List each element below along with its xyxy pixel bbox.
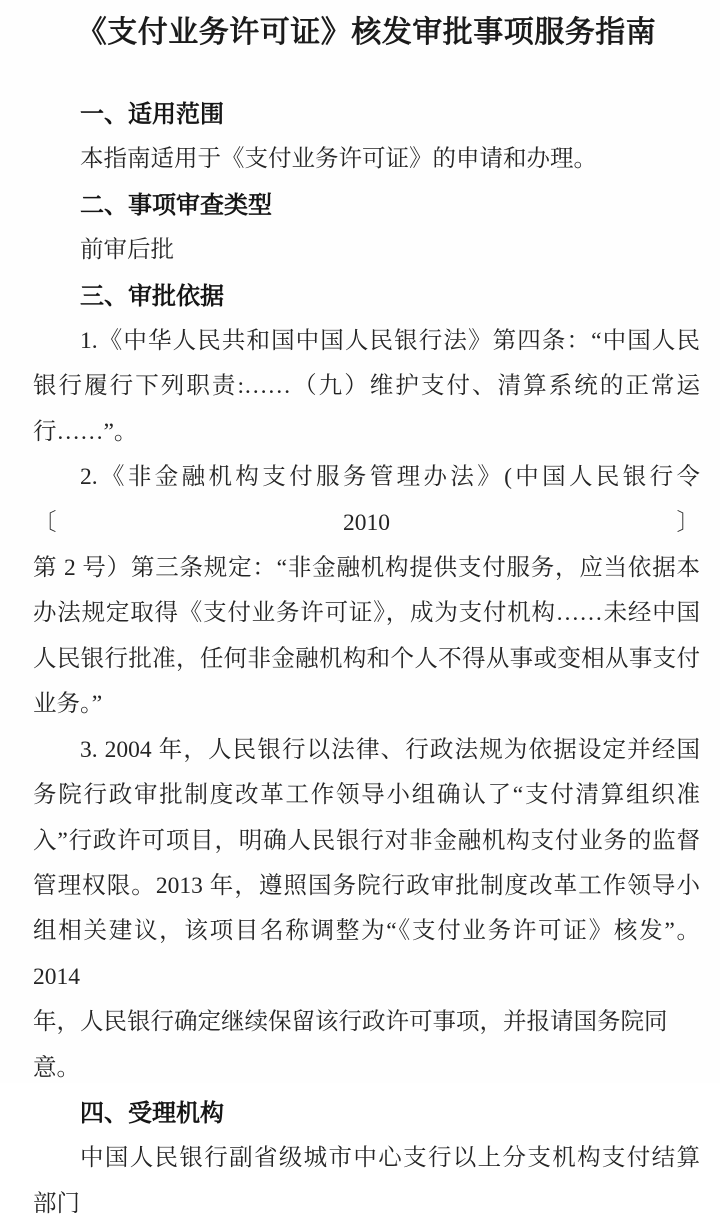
section-heading <box>33 92 700 137</box>
paragraph-line: 本指南适用于《支付业务许可证》的申请和办理。 <box>80 146 597 173</box>
paragraph-line: 2.《非金融机构支付服务管理办法》(中国人民银行令〔2010〕 <box>33 464 700 536</box>
section-heading <box>33 183 700 228</box>
heading-line: 二、事项审查类型 <box>80 191 272 219</box>
paragraph-line: 行……”。 <box>33 418 138 445</box>
paragraph <box>33 319 700 455</box>
paragraph-line: 办法规定取得《支付业务许可证》，成为支付机构……未经中国 <box>33 600 700 627</box>
section-heading <box>33 1091 700 1136</box>
paragraph-line: 管理权限。2013 年，遵照国务院行政审批制度改革工作领导小 <box>33 872 700 899</box>
paragraph <box>33 137 700 182</box>
paragraph-line: 中国人民银行副省级城市中心支行以上分支机构支付结算 <box>80 1145 700 1172</box>
paragraph-line: 人民银行批准，任何非金融机构和个人不得从事或变相从事支付 <box>33 645 700 672</box>
paragraph-line: 年，人民银行确定继续保留该行政许可事项，并报请国务院同意。 <box>33 1009 668 1081</box>
paragraph-line: 组相关建议，该项目名称调整为“《支付业务许可证》核发”。2014 <box>33 918 700 990</box>
heading-line: 三、审批依据 <box>80 282 224 310</box>
paragraph-line: 第 2 号）第三条规定：“非金融机构提供支付服务，应当依据本 <box>33 555 700 582</box>
paragraph-line: 银行履行下列职责:……（九）维护支付、清算系统的正常运 <box>33 373 700 400</box>
section-heading <box>33 274 700 319</box>
document-body <box>33 92 700 1227</box>
paragraph <box>33 455 700 727</box>
document-title: 《支付业务许可证》核发审批事项服务指南 <box>76 16 657 49</box>
paragraph-line: 部门 <box>33 1190 80 1217</box>
paragraph <box>33 228 700 273</box>
paragraph <box>33 1136 700 1227</box>
paragraph <box>33 728 700 1091</box>
heading-line: 四、受理机构 <box>80 1099 224 1127</box>
heading-line: 一、适用范围 <box>80 101 224 128</box>
paragraph-line: 前审后批 <box>80 237 174 264</box>
paragraph-line: 务院行政审批制度改革工作领导小组确认了“支付清算组织准 <box>33 782 700 809</box>
paragraph-line: 入”行政许可项目，明确人民银行对非金融机构支付业务的监督 <box>33 827 700 854</box>
paragraph-line: 业务。” <box>33 691 103 718</box>
paragraph-line: 3. 2004 年，人民银行以法律、行政法规为依据设定并经国 <box>80 736 700 763</box>
paragraph-line: 1.《中华人民共和国中国人民银行法》第四条：“中国人民 <box>80 328 700 355</box>
